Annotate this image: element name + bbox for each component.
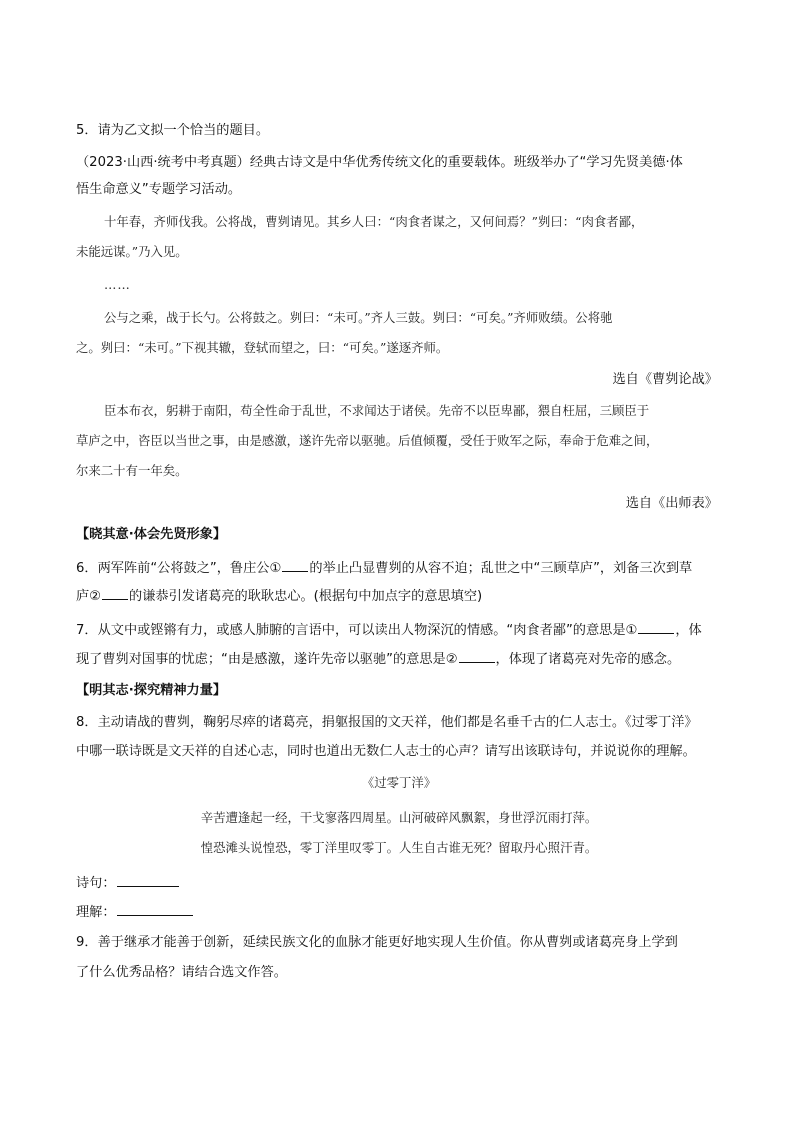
passage1-source: 选自《曹刿论战》 bbox=[612, 372, 718, 387]
answer-verse-row bbox=[76, 872, 722, 894]
q7-text-3: 现了曹刿对国事的忧虑；“由是感激，遂许先帝以驱驰”的意思是② bbox=[76, 652, 458, 667]
q6-text-2: 的举止凸显曹刿的从容不迫；乱世之中“三顾草庐”，刘备三次到草 bbox=[309, 561, 693, 576]
passage1-line-1: 十年春，齐师伐我。公将战，曹刿请见。其乡人曰：“肉食者谋之，又何间焉？”刿曰：“肉食者鄙， bbox=[104, 214, 644, 229]
poem-line-1: 辛苦遭逢起一经，干戈寥落四周星。山河破碎风飘絮，身世浮沉雨打萍。 bbox=[200, 810, 598, 825]
question-7-line-2 bbox=[76, 648, 722, 670]
understanding-label: 理解： bbox=[76, 905, 116, 920]
q6-blank-1[interactable] bbox=[282, 557, 308, 572]
q6-text-4: 的谦恭引发诸葛亮的耿耿忠心。(根据句中加点字的意思填空) bbox=[129, 589, 483, 604]
question-9-line-1: 9．善于继承才能善于创新，延续民族文化的血脉才能更好地实现人生价值。你从曹刿或诸葛亮身上学到 bbox=[76, 935, 678, 950]
verse-answer-blank[interactable] bbox=[117, 872, 179, 887]
question-6-line-2 bbox=[76, 585, 722, 607]
section-heading-2: 【明其志·探究精神力量】 bbox=[76, 683, 227, 698]
answer-understanding-row bbox=[76, 901, 722, 923]
intro-line-1: （2023·山西·统考中考真题）经典古诗文是中华优秀传统文化的重要载体。班级举办了“学习先贤美德·体 bbox=[76, 155, 683, 170]
passage2-source: 选自《出师表》 bbox=[625, 496, 718, 511]
passage1-ellipsis: …… bbox=[104, 277, 131, 292]
understanding-answer-blank[interactable] bbox=[117, 901, 193, 916]
intro-line-2: 悟生命意义”专题学习活动。 bbox=[76, 182, 242, 197]
q6-text-1: 6．两军阵前“公将鼓之”，鲁庄公① bbox=[76, 561, 282, 576]
verse-label: 诗句： bbox=[76, 876, 116, 891]
q6-blank-2[interactable] bbox=[102, 585, 128, 600]
question-5: 5．请为乙文拟一个恰当的题目。 bbox=[76, 123, 270, 138]
section-heading-1: 【晓其意·体会先贤形象】 bbox=[76, 527, 227, 542]
passage1-line-4: 之。刿曰：“未可。”下视其辙，登轼而望之，曰：“可矣。”遂逐齐师。 bbox=[76, 340, 449, 355]
q7-text-2: ，体 bbox=[675, 623, 702, 638]
poem-title: 《过零丁洋》 bbox=[361, 775, 437, 790]
question-8-line-2: 中哪一联诗既是文天祥的自述心志，同时也道出无数仁人志士的心声？请写出该联诗句，并说说你的理解。 bbox=[76, 744, 696, 759]
passage1-line-2: 未能远谋。”乃入见。 bbox=[76, 244, 188, 259]
passage1-line-3: 公与之乘，战于长勺。公将鼓之。刿曰：“未可。”齐人三鼓。刿曰：“可矣。”齐师败绩。公将驰 bbox=[104, 310, 613, 325]
poem-line-2: 惶恐滩头说惶恐，零丁洋里叹零丁。人生自古谁无死？留取丹心照汗青。 bbox=[200, 840, 598, 855]
q7-text-1: 7．从文中或铿锵有力，或感人肺腑的言语中，可以读出人物深沉的情感。“肉食者鄙”的意思是① bbox=[76, 623, 638, 638]
question-9-line-2: 了什么优秀品格？请结合选文作答。 bbox=[76, 965, 287, 980]
question-6-line-1 bbox=[76, 557, 722, 579]
passage2-line-1: 臣本布衣，躬耕于南阳，苟全性命于乱世，不求闻达于诸侯。先帝不以臣卑鄙，猥自枉屈，三顾臣于 bbox=[104, 403, 650, 418]
passage2-line-3: 尔来二十有一年矣。 bbox=[76, 463, 188, 478]
passage2-line-2: 草庐之中，咨臣以当世之事，由是感激，遂许先帝以驱驰。后值倾覆，受任于败军之际，奉命于危难之间， bbox=[76, 433, 659, 448]
q7-text-4: ，体现了诸葛亮对先帝的感念。 bbox=[495, 652, 681, 667]
question-7-line-1 bbox=[76, 619, 722, 641]
q7-blank-2[interactable] bbox=[459, 648, 495, 663]
q6-text-3: 庐② bbox=[76, 589, 102, 604]
question-8-line-1: 8．主动请战的曹刿，鞠躬尽瘁的诸葛亮，捐躯报国的文天祥，他们都是名垂千古的仁人志士。《过零丁洋》 bbox=[76, 715, 698, 730]
q7-blank-1[interactable] bbox=[638, 619, 674, 634]
